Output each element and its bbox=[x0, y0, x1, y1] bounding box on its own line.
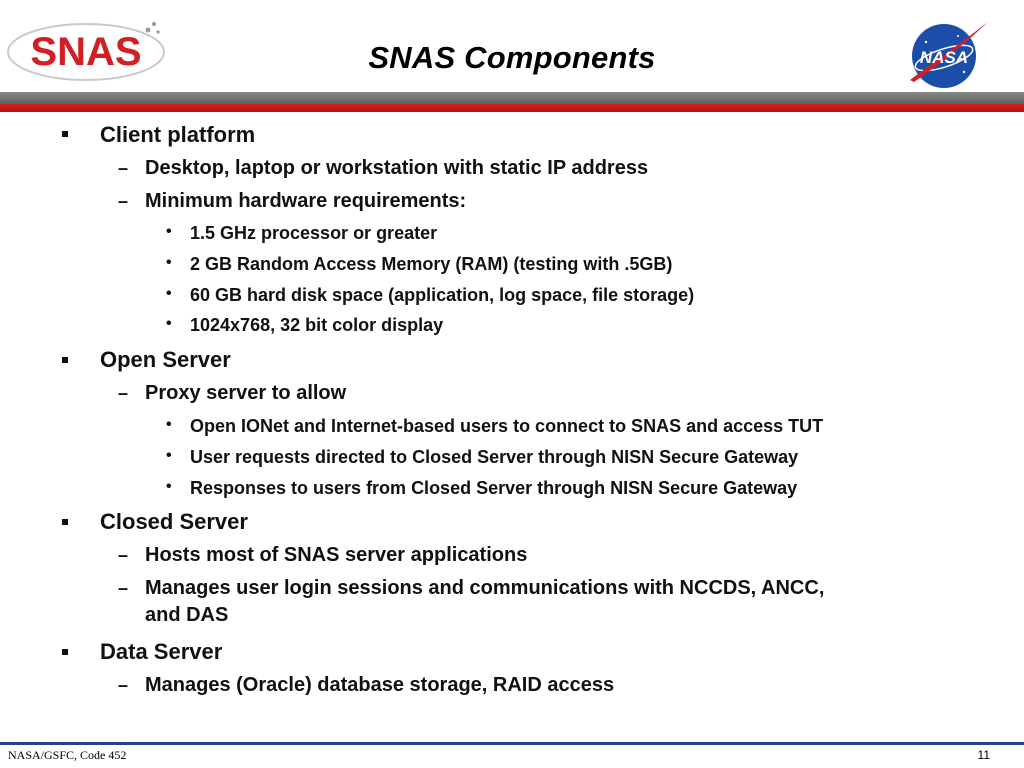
sub-list-item: 1024x768, 32 bit color display bbox=[190, 315, 444, 335]
square-bullet-icon bbox=[62, 649, 68, 655]
nasa-meatball-logo bbox=[904, 18, 990, 90]
dash-bullet-icon: – bbox=[118, 383, 129, 403]
section-heading: Closed Server bbox=[100, 509, 248, 534]
dot-bullet-icon: • bbox=[166, 416, 172, 433]
square-bullet-icon bbox=[62, 519, 68, 525]
list-item-continuation: and DAS bbox=[145, 604, 229, 626]
list-item: Desktop, laptop or workstation with static IP address bbox=[145, 157, 649, 179]
nasa-logo-text: NASA bbox=[919, 48, 969, 67]
header-band-gray bbox=[0, 92, 1024, 104]
sub-list-item: 2 GB Random Access Memory (RAM) (testing with .5GB) bbox=[190, 254, 673, 274]
footer-divider bbox=[0, 742, 1024, 745]
sub-list-item: User requests directed to Closed Server through NISN Secure Gateway bbox=[190, 447, 799, 467]
list-item: Manages (Oracle) database storage, RAID access bbox=[145, 674, 615, 696]
header-band-red bbox=[0, 104, 1024, 112]
list-item: Hosts most of SNAS server applications bbox=[145, 544, 528, 566]
dash-bullet-icon: – bbox=[118, 675, 129, 695]
page-number: 11 bbox=[977, 748, 990, 762]
footer-org-code: NASA/GSFC, Code 452 bbox=[8, 748, 127, 762]
dot-bullet-icon: • bbox=[166, 315, 172, 332]
dash-bullet-icon: – bbox=[118, 545, 129, 565]
dash-bullet-icon: – bbox=[118, 158, 129, 178]
list-item: Proxy server to allow bbox=[145, 382, 347, 404]
dash-bullet-icon: – bbox=[118, 191, 129, 211]
section-heading: Data Server bbox=[100, 639, 223, 664]
snas-logo-text: SNAS bbox=[30, 30, 142, 74]
slide-title: SNAS Components bbox=[368, 40, 656, 75]
list-item: Minimum hardware requirements: bbox=[145, 190, 467, 212]
dash-bullet-icon: – bbox=[118, 578, 129, 598]
dot-bullet-icon: • bbox=[166, 285, 172, 302]
sub-list-item: Responses to users from Closed Server through NISN Secure Gateway bbox=[190, 478, 798, 498]
sub-list-item: Open IONet and Internet-based users to connect to SNAS and access TUT bbox=[190, 416, 824, 436]
section-heading: Client platform bbox=[100, 122, 256, 147]
sub-list-item: 60 GB hard disk space (application, log space, file storage) bbox=[190, 285, 695, 305]
list-item: Manages user login sessions and communications with NCCDS, ANCC, bbox=[145, 577, 825, 599]
section-heading: Open Server bbox=[100, 347, 231, 372]
dot-bullet-icon: • bbox=[166, 254, 172, 271]
square-bullet-icon bbox=[62, 131, 68, 137]
dot-bullet-icon: • bbox=[166, 478, 172, 495]
sub-list-item: 1.5 GHz processor or greater bbox=[190, 223, 438, 243]
dot-bullet-icon: • bbox=[166, 447, 172, 464]
dot-bullet-icon: • bbox=[166, 223, 172, 240]
square-bullet-icon bbox=[62, 357, 68, 363]
